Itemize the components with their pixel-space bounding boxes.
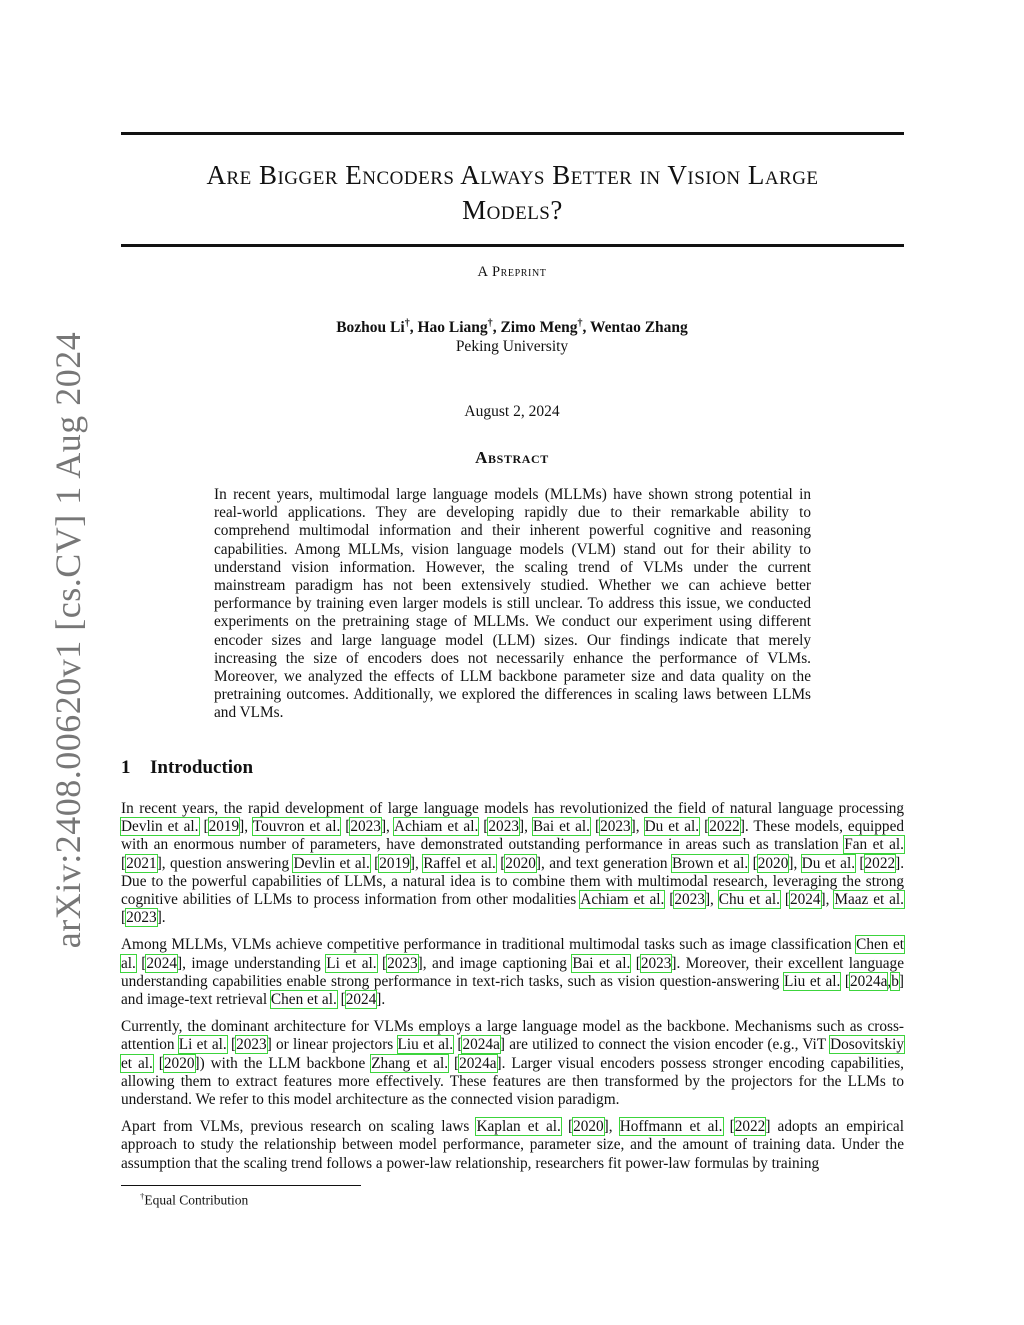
citation-link[interactable]: Brown et al. <box>671 854 749 872</box>
text-run: [ <box>376 954 388 972</box>
title-line-2: Models? <box>462 195 563 225</box>
text-run: [ <box>840 972 851 990</box>
text-run: ], <box>704 891 719 909</box>
citation-link[interactable]: Bai et al. <box>572 954 631 972</box>
text-run: [ <box>135 954 147 972</box>
preprint-label: A Preprint <box>477 264 547 280</box>
abstract-text: In recent years, multimodal large language models (MLLMs) have shown strong potential in real-world applications. They are developing rapidly due to their remarkable ability to comprehend multimodal information and their inherent powerful cognitive and reasoning capabilities. Among MLLMs, vision language models (VLM) stand out for their ability to understand vision information. However, the scaling trend of VLMs under the current mainstream paradigm has not been extensively studied. Whether we can achieve better performance by training even larger models is still unclear. To address this issue, we conducted experiments on the pretraining stage of MLLMs. We conduct our experiment using different encoder sizes and large language model (LLM) sizes. Our findings indicate that merely increasing the size of encoders does not necessarily enhance the performance of VLMs. Moreover, we analyzed the effects of LLM backbone parameter size and data quality on the pretraining outcomes. Additionally, we explored the differences in scaling laws between LLMs and VLMs. <box>214 486 811 722</box>
text-run: [ <box>664 891 675 909</box>
citation-link[interactable]: 2023 <box>488 818 519 836</box>
citation-link[interactable]: Liu et al. <box>397 1036 454 1054</box>
text-run: [ <box>336 991 346 1009</box>
paragraph-1 <box>121 800 904 927</box>
citation-link[interactable]: Liu et al. <box>784 972 841 990</box>
author-name: Zimo Meng <box>500 319 578 337</box>
equal-contribution-mark: † <box>577 318 583 329</box>
citation-link[interactable]: Chen et al. <box>270 991 337 1009</box>
text-run: [ <box>152 1054 164 1072</box>
citation-link[interactable]: Raffel et al. <box>423 854 496 872</box>
text-run: ] and image-text retrieval <box>121 972 905 1009</box>
citation-link[interactable]: 2024 <box>789 891 821 909</box>
text-run: ]. Larger visual encoders possess stronger encoding capabilities, allowing them to extract features more effectively. These features are then transformed by the projectors for the LLMs to understand. We refer to this model architecture as the connected vision paradigm. <box>121 1054 905 1109</box>
text-run: ], <box>518 818 533 836</box>
citation-link[interactable]: 2023 <box>387 954 418 972</box>
text-run: [ <box>121 909 127 927</box>
text-run: [ <box>369 854 380 872</box>
text-run: ], <box>409 854 424 872</box>
author-list <box>0 318 1024 337</box>
text-run: , <box>887 972 892 990</box>
citation-link[interactable]: b <box>891 972 899 990</box>
text-run: [ <box>630 954 641 972</box>
text-run: [ <box>340 818 351 836</box>
author-separator: , <box>582 319 591 337</box>
citation-link[interactable]: Devlin et al. <box>293 854 370 872</box>
citation-link[interactable]: Du et al. <box>801 854 856 872</box>
text-run: ], <box>239 818 253 836</box>
text-run: [ <box>560 1118 574 1136</box>
text-run: ], image understanding <box>176 954 327 972</box>
text-run: [ <box>121 854 127 872</box>
text-run: ], and image captioning <box>417 954 573 972</box>
section-body <box>121 800 904 1182</box>
author-name: Hao Liang <box>417 319 488 337</box>
text-run: [ <box>748 854 758 872</box>
citation-link[interactable]: 2024 <box>345 991 377 1009</box>
citation-link[interactable]: 2024a <box>459 1054 497 1072</box>
section-number: 1 <box>121 757 131 778</box>
text-run: ] are utilized to connect the vision encoder (e.g., ViT <box>499 1036 831 1054</box>
citation-link[interactable]: Fan et al. <box>844 836 904 854</box>
citation-link[interactable]: Du et al. <box>644 818 700 836</box>
equal-contribution-mark: † <box>487 318 493 329</box>
text-run: ]. These models, equipped with an enormous number of parameters, have demonstrated outstanding performance in areas such as translation <box>121 818 905 854</box>
text-run: [ <box>478 818 489 836</box>
paragraph-3 <box>121 1018 904 1109</box>
text-run: ], question answering <box>156 854 294 872</box>
author-separator: , <box>492 319 501 337</box>
author-name: Bozhou Li <box>336 319 405 337</box>
text-run: [ <box>495 854 506 872</box>
text-run: [ <box>226 1036 237 1054</box>
citation-link[interactable]: Zhang et al. <box>371 1054 449 1072</box>
text-run: ], <box>380 818 395 836</box>
text-run: [ <box>448 1054 460 1072</box>
citation-link[interactable]: 2023 <box>350 818 381 836</box>
text-run: ], <box>820 891 835 909</box>
citation-link[interactable]: 2022 <box>864 854 896 872</box>
paper-title <box>121 158 904 228</box>
text-run: Among MLLMs, VLMs achieve competitive performance in traditional multimodal tasks such as image classification <box>121 936 857 954</box>
text-run: ], <box>603 1118 620 1136</box>
publication-date: August 2, 2024 <box>464 403 560 420</box>
citation-link[interactable]: 2020 <box>505 854 536 872</box>
footnote-mark: † <box>140 1191 145 1201</box>
author-name: Wentao Zhang <box>590 319 688 337</box>
text-run: Apart from VLMs, previous research on scaling laws <box>121 1118 477 1136</box>
citation-link[interactable]: 2022 <box>734 1118 766 1136</box>
text-run: In recent years, the rapid development of large language models has revolutionized the field of natural language processing <box>121 800 904 817</box>
citation-link[interactable]: 2020 <box>757 854 789 872</box>
citation-link[interactable]: 2022 <box>709 818 740 836</box>
text-run: [ <box>779 891 790 909</box>
abstract-heading: Abstract <box>475 448 549 467</box>
citation-link[interactable]: 2023 <box>674 891 705 909</box>
text-run: [ <box>855 854 865 872</box>
text-run: ]. <box>376 991 386 1009</box>
citation-link[interactable]: Bai et al. <box>532 818 590 836</box>
citation-link[interactable]: 2023 <box>126 909 157 927</box>
text-run: [ <box>453 1036 463 1054</box>
paragraph-4 <box>121 1118 904 1173</box>
section-title: Introduction <box>150 757 254 778</box>
title-line-1: Are Bigger Encoders Always Better in Vision Large <box>206 160 819 190</box>
text-run: ], <box>788 854 802 872</box>
citation-link[interactable]: Maaz et al. <box>834 891 904 909</box>
citation-link[interactable]: 2019 <box>379 854 410 872</box>
title-rule-top <box>121 132 904 135</box>
footnote-rule <box>121 1185 361 1186</box>
section-heading <box>121 757 253 779</box>
text-run: Currently, the dominant architecture for VLMs employs a large language model as the backbone. Mechanisms such as cross-attention <box>121 1018 904 1054</box>
title-rule-bottom <box>121 244 904 247</box>
text-run: ], <box>630 818 645 836</box>
citation-link[interactable]: Li et al. <box>178 1036 227 1054</box>
citation-link[interactable]: 2024a <box>462 1036 500 1054</box>
affiliation: Peking University <box>455 338 569 355</box>
citation-link[interactable]: 2023 <box>640 954 672 972</box>
footnote-text: Equal Contribution <box>144 1192 249 1208</box>
paragraph-2 <box>121 936 904 1009</box>
citation-link[interactable]: 2020 <box>573 1118 604 1136</box>
equal-contribution-mark: † <box>404 318 410 329</box>
citation-link[interactable]: 2020 <box>163 1054 195 1072</box>
text-run: ]. Due to the powerful capabilities of LLMs, a natural idea is to combine them with multimodal research, leveraging the strong cognitive abilities of LLMs to process information from other modalities <box>121 854 905 909</box>
text-run: [ <box>198 818 209 836</box>
author-separator: , <box>409 319 418 337</box>
citation-link[interactable]: 2021 <box>126 854 157 872</box>
citation-link[interactable]: Kaplan et al. <box>476 1118 561 1136</box>
citation-link[interactable]: Chu et al. <box>718 891 780 909</box>
text-run: ]) with the LLM backbone <box>194 1054 372 1072</box>
citation-link[interactable]: 2024a <box>850 972 888 990</box>
text-run: [ <box>722 1118 735 1136</box>
citation-link[interactable]: Chen et al. <box>121 936 904 972</box>
arxiv-identifier: arXiv:2408.00620v1 [cs.CV] 1 Aug 2024 <box>48 331 88 949</box>
text-run: [ <box>590 818 601 836</box>
text-run: ], and text generation <box>535 854 672 872</box>
text-run: ] adopts an empirical approach to study the relationship between model performance, parameter size, and the amount of training data. Under the assumption that the scaling trend follows a power-law relationship, researchers fit power-law formulas by training <box>121 1118 904 1172</box>
text-run: ]. Moreover, their excellent language understanding capabilities enable strong performance in text-rich tasks, such as vision question-answering <box>121 954 904 990</box>
citation-link[interactable]: Hoffmann et al. <box>619 1118 723 1136</box>
citation-link[interactable]: Devlin et al. <box>121 818 199 836</box>
footnote <box>140 1191 248 1209</box>
text-run: ]. <box>156 909 166 927</box>
citation-link[interactable]: Achiam et al. <box>394 818 479 836</box>
citation-link[interactable]: 2019 <box>208 818 240 836</box>
text-run: [ <box>699 818 710 836</box>
citation-link[interactable]: 2023 <box>600 818 631 836</box>
citation-link[interactable]: 2024 <box>146 954 177 972</box>
citation-link[interactable]: Achiam et al. <box>580 891 665 909</box>
citation-link[interactable]: 2023 <box>236 1036 267 1054</box>
citation-link[interactable]: Li et al. <box>326 954 377 972</box>
citation-link[interactable]: Dosovitskiy et al. <box>121 1036 905 1072</box>
text-run: ] or linear projectors <box>266 1036 398 1054</box>
citation-link[interactable]: Touvron et al. <box>252 818 341 836</box>
